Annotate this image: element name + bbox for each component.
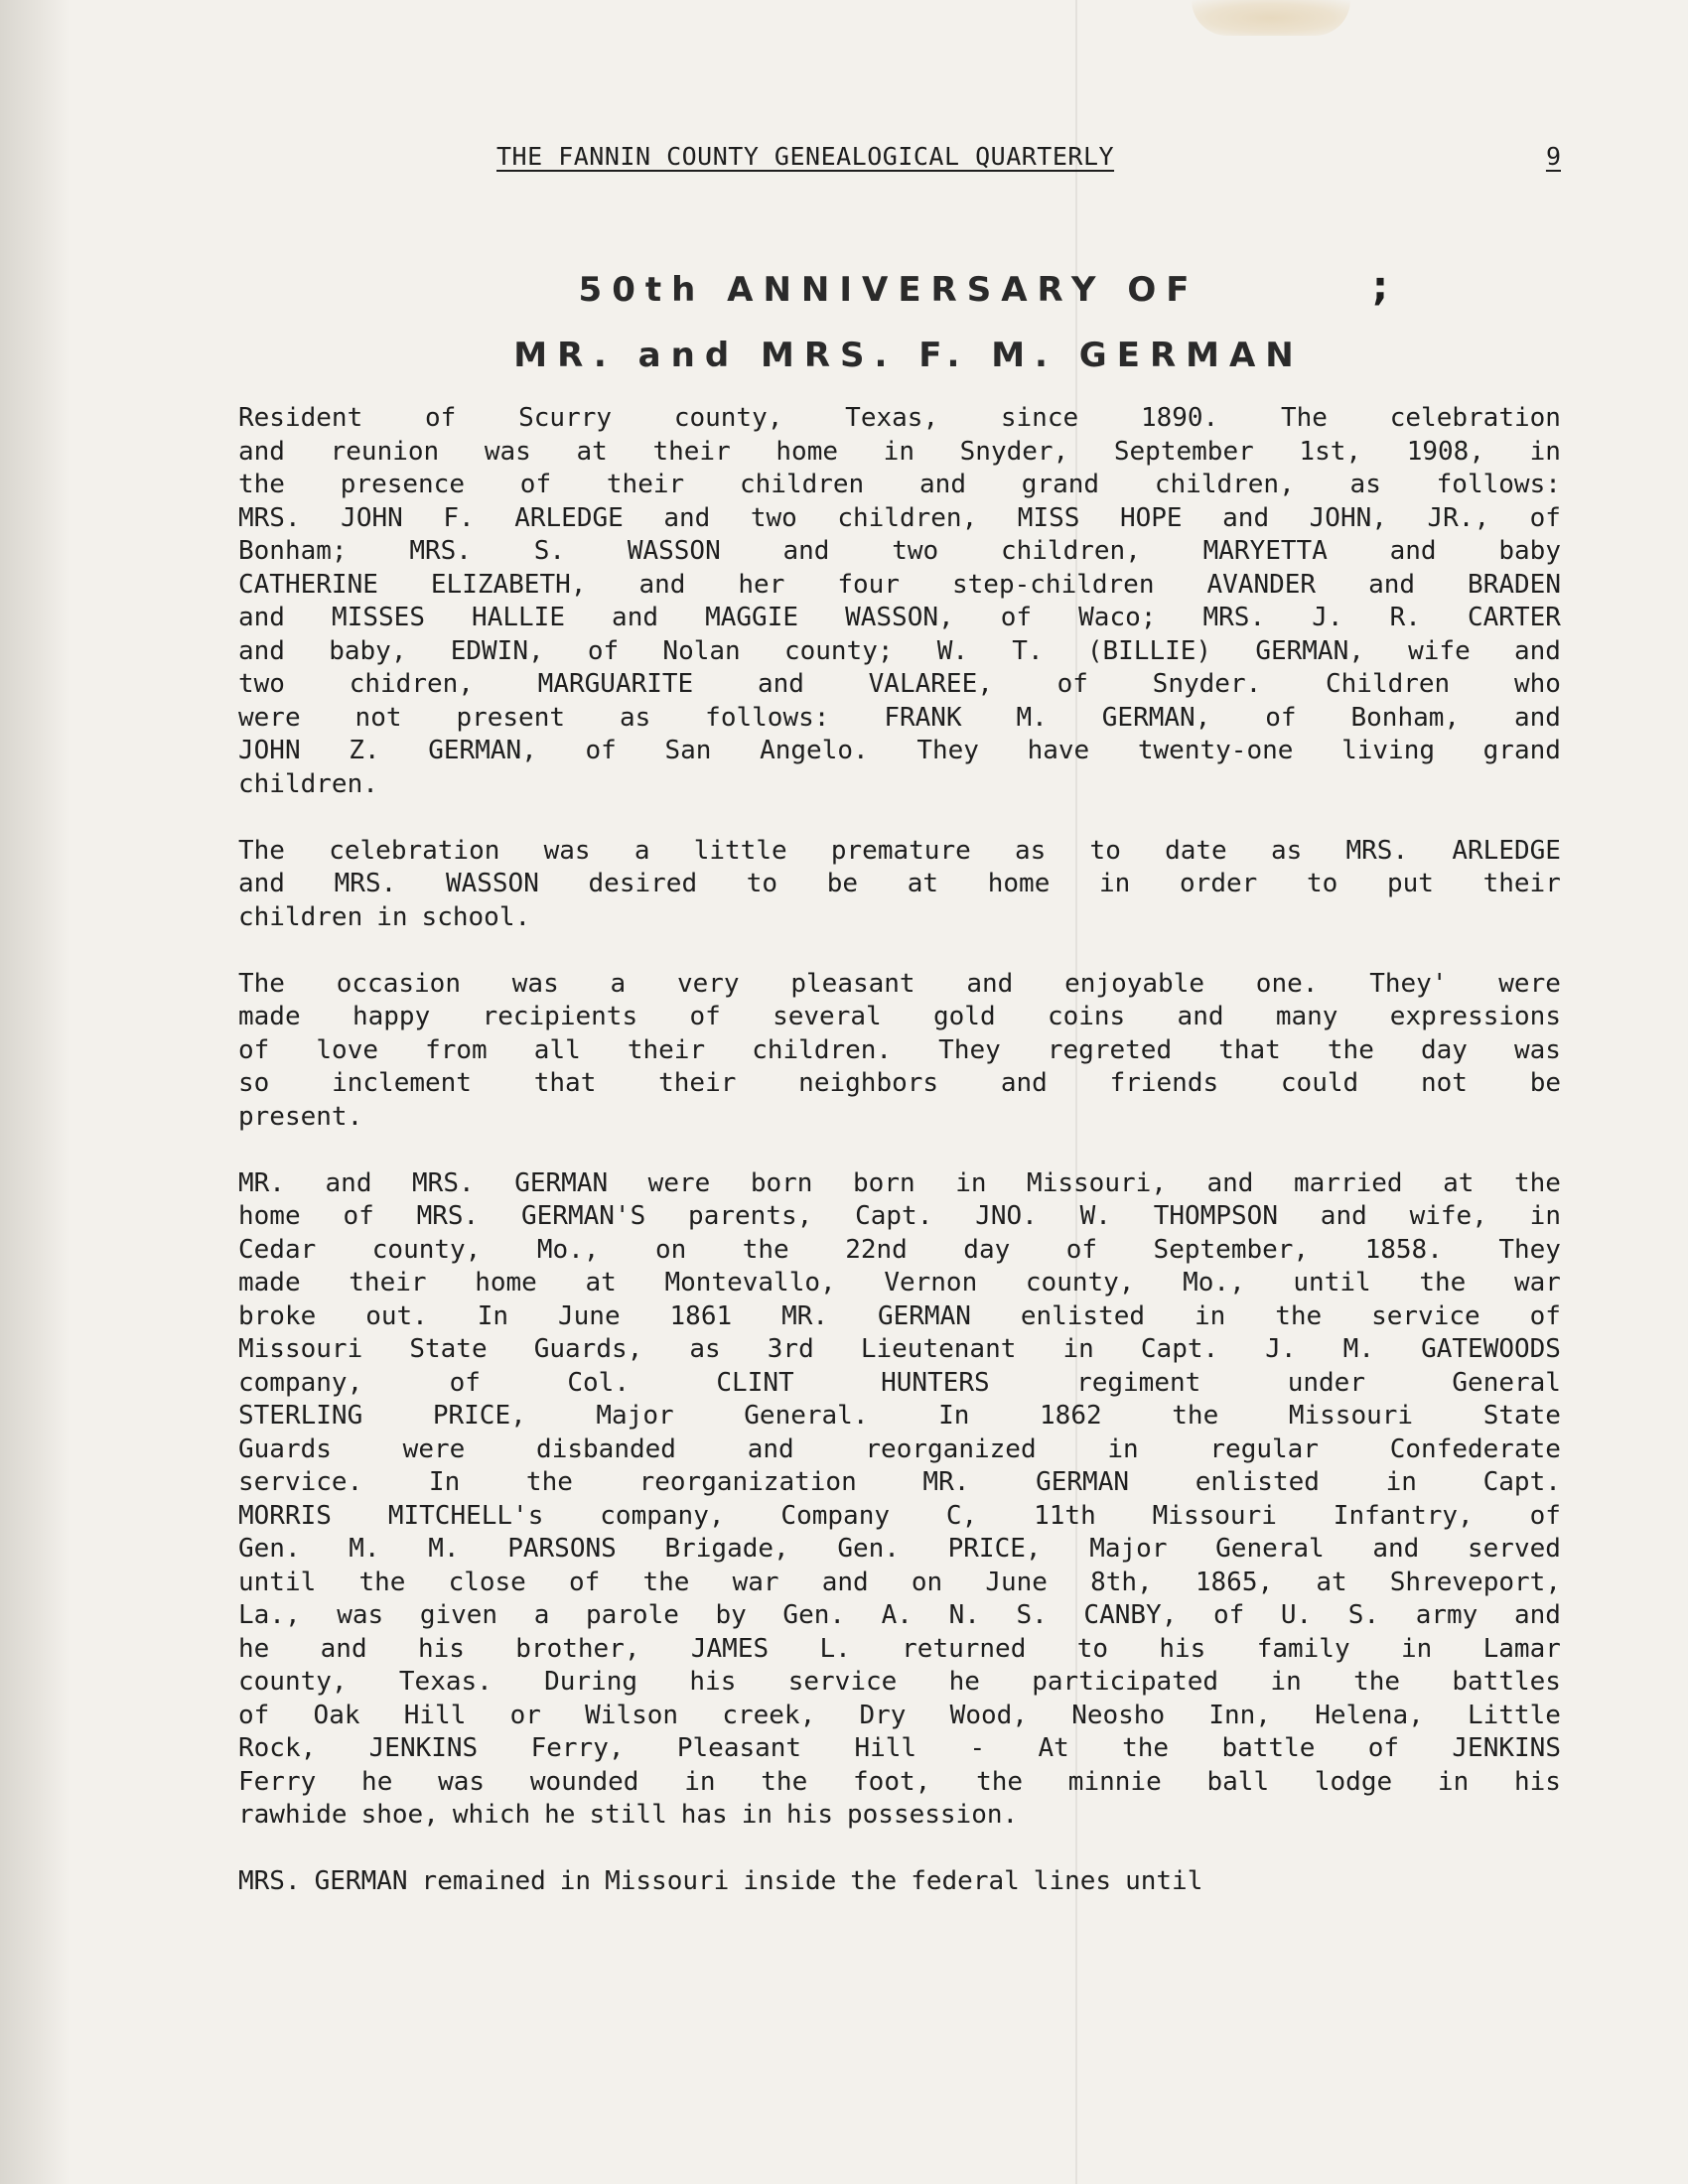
text-line: home of MRS. GERMAN'S parents, Capt. JNO. W. THOMPSON and wife, in [238, 1201, 1561, 1231]
text-line: The occasion was a very pleasant and enjoyable one. They' were [238, 968, 1561, 999]
text-line: Cedar county, Mo., on the 22nd day of September, 1858. They [238, 1234, 1561, 1265]
page-number: 9 [1545, 142, 1561, 171]
handwritten-mark: ; [1372, 264, 1388, 310]
text-line: MRS. JOHN F. ARLEDGE and two children, MISS HOPE and JOHN, JR., of [238, 502, 1561, 533]
text-line: of Oak Hill or Wilson creek, Dry Wood, Neosho Inn, Helena, Little [238, 1700, 1561, 1730]
text-line: present. [238, 1101, 363, 1132]
text-line: MORRIS MITCHELL's company, Company C, 11th Missouri Infantry, of [238, 1500, 1561, 1531]
text-line: until the close of the war and on June 8th, 1865, at Shreveport, [238, 1567, 1561, 1597]
text-line: made happy recipients of several gold coins and many expressions [238, 1002, 1561, 1031]
text-line: of love from all their children. They regreted that the day was [238, 1034, 1561, 1065]
paragraph [238, 1167, 1561, 1833]
text-line: he and his brother, JAMES L. returned to his family in Lamar [238, 1633, 1561, 1664]
text-line: STERLING PRICE, Major General. In 1862 the Missouri State [238, 1401, 1561, 1431]
text-line: service. In the reorganization MR. GERMAN enlisted in Capt. [238, 1467, 1561, 1497]
text-line: and baby, EDWIN, of Nolan county; W. T. (BILLIE) GERMAN, wife and [238, 635, 1561, 666]
text-line: Rock, JENKINS Ferry, Pleasant Hill - At the battle of JENKINS [238, 1733, 1561, 1763]
binding-gutter [0, 0, 70, 2184]
text-line: Missouri State Guards, as 3rd Lieutenant in Capt. J. M. GATEWOODS [238, 1334, 1561, 1364]
text-line: were not present as follows: FRANK M. GERMAN, of Bonham, and [238, 702, 1561, 733]
paper-stain [1192, 0, 1350, 36]
text-line: Resident of Scurry county, Texas, since 1890. The celebration [238, 403, 1561, 433]
text-line: made their home at Montevallo, Vernon county, Mo., until the war [238, 1268, 1561, 1297]
article-body [238, 402, 1561, 1932]
article-heading-line-2: MR. and MRS. F. M. GERMAN [513, 336, 1304, 375]
journal-title: THE FANNIN COUNTY GENEALOGICAL QUARTERLY [496, 142, 1115, 171]
text-line: CATHERINE ELIZABETH, and her four step-children AVANDER and BRADEN [238, 569, 1561, 600]
text-line: children. [238, 768, 378, 799]
text-line: La., was given a parole by Gen. A. N. S. CANBY, of U. S. army and [238, 1600, 1561, 1630]
text-line: Bonham; MRS. S. WASSON and two children, MARYETTA and baby [238, 536, 1561, 566]
text-line: rawhide shoe, which he still has in his possession. [238, 1800, 1019, 1830]
text-line: company, of Col. CLINT HUNTERS regiment under General [238, 1367, 1561, 1398]
text-line: so inclement that their neighbors and friends could not be [238, 1068, 1561, 1098]
paragraph [238, 835, 1561, 935]
text-line: Ferry he was wounded in the foot, the minnie ball lodge in his [238, 1766, 1561, 1797]
text-line: broke out. In June 1861 MR. GERMAN enlisted in the service of [238, 1300, 1561, 1331]
paragraph [238, 1865, 1561, 1899]
text-line: the presence of their children and grand children, as follows: [238, 470, 1561, 499]
text-line: The celebration was a little premature as to date as MRS. ARLEDGE [238, 835, 1561, 866]
text-line: JOHN Z. GERMAN, of San Angelo. They have twenty-one living grand [238, 736, 1561, 765]
text-line: Gen. M. M. PARSONS Brigade, Gen. PRICE, Major General and served [238, 1534, 1561, 1564]
text-line: and reunion was at their home in Snyder, September 1st, 1908, in [238, 436, 1561, 467]
text-line: and MRS. WASSON desired to be at home in order to put their [238, 869, 1561, 898]
article-heading-line-1: 50th ANNIVERSARY OF [578, 270, 1199, 310]
text-line: two chidren, MARGUARITE and VALAREE, of Snyder. Children who [238, 669, 1561, 699]
paragraph [238, 968, 1561, 1135]
running-header [496, 142, 1561, 182]
text-line: Guards were disbanded and reorganized in regular Confederate [238, 1433, 1561, 1464]
text-line: and MISSES HALLIE and MAGGIE WASSON, of Waco; MRS. J. R. CARTER [238, 603, 1561, 632]
paragraph [238, 402, 1561, 801]
text-line: MRS. GERMAN remained in Missouri inside the federal lines until [238, 1866, 1203, 1896]
text-line: MR. and MRS. GERMAN were born born in Missouri, and married at the [238, 1167, 1561, 1198]
text-line: county, Texas. During his service he participated in the battles [238, 1667, 1561, 1697]
text-line: children in school. [238, 901, 531, 932]
